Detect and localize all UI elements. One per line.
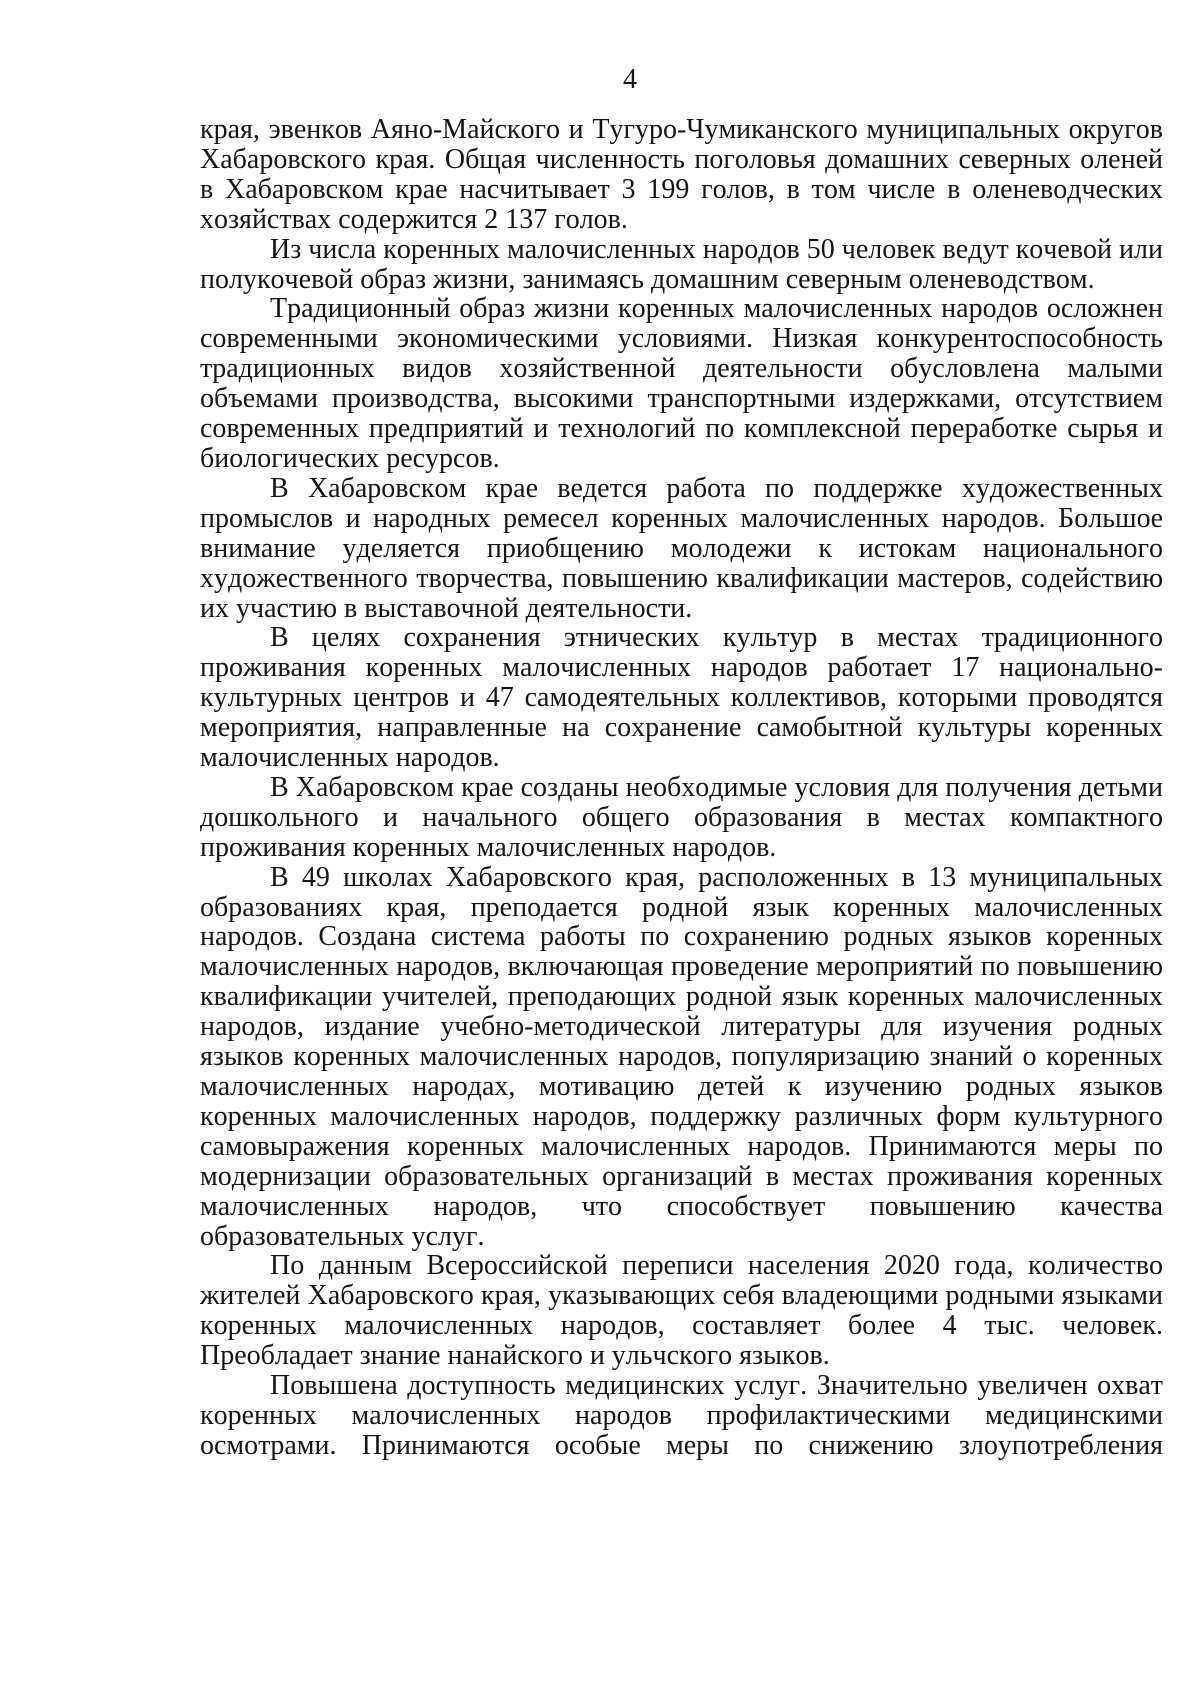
paragraph: Традиционный образ жизни коренных малочисленных народов осложнен современными экономическими условиями. Низкая конкурентоспособность традиционных видов хозяйственной деятельности обусловлена малыми объемами производства, высокими транспортными издержками, отсутствием современных предприятий и технологий по комплексной переработке сырья и биологических ресурсов. bbox=[200, 293, 1163, 474]
paragraph: В Хабаровском крае созданы необходимые условия для получения детьми дошкольного и начального общего образования в местах компактного проживания коренных малочисленных народов. bbox=[200, 771, 1163, 863]
paragraph: По данным Всероссийской переписи населения 2020 года, количество жителей Хабаровского края, указывающих себя владеющими родными языками коренных малочисленных народов, составляет более 4 тыс. человек. Преобладает знание нанайского и ульчского языков. bbox=[200, 1250, 1163, 1372]
body-text bbox=[200, 115, 1163, 1461]
paragraph: края, эвенков Аяно-Майского и Тугуро-Чумиканского муниципальных округов Хабаровского края. Общая численность поголовья домашних северных оленей в Хабаровском крае насчитывает 3 199 голов, в том числе в оленеводческих хозяйствах содержится 2 137 голов. bbox=[200, 114, 1163, 235]
paragraph: Повышена доступность медицинских услуг. Значительно увеличен охват коренных малочисленных народов профилактическими медицинскими осмотрами. Принимаются особые меры по снижению злоупотребления bbox=[200, 1370, 1163, 1461]
paragraph: В 49 школах Хабаровского края, расположенных в 13 муниципальных образованиях края, преподается родной язык коренных малочисленных народов. Создана система работы по сохранению родных языков коренных малочисленных народов, включающая проведение мероприятий по повышению квалификации учителей, преподающих родной язык коренных малочисленных народов, издание учебно-методической литературы для изучения родных языков коренных малочисленных народов, популяризацию знаний о коренных малочисленных народах, мотивацию детей к изучению родных языков коренных малочисленных народов, поддержку различных форм культурного самовыражения коренных малочисленных народов. Принимаются меры по модернизации образовательных организаций в местах проживания коренных малочисленных народов, что способствует повышению качества образовательных услуг. bbox=[200, 861, 1163, 1252]
paragraph: В Хабаровском крае ведется работа по поддержке художественных промыслов и народных ремесел коренных малочисленных народов. Большое внимание уделяется приобщению молодежи к истокам национального художественного творчества, повышению квалификации мастеров, содействию их участию в выставочной деятельности. bbox=[200, 472, 1163, 624]
page-number: 4 bbox=[623, 64, 637, 95]
paragraph: Из числа коренных малочисленных народов 50 человек ведут кочевой или полукочевой образ жизни, занимаясь домашним северным оленеводством. bbox=[200, 233, 1163, 295]
paragraph: В целях сохранения этнических культур в местах традиционного проживания коренных малочисленных народов работает 17 национально-культурных центров и 47 самодеятельных коллективов, которыми проводятся мероприятия, направленные на сохранение самобытной культуры коренных малочисленных народов. bbox=[200, 622, 1163, 774]
